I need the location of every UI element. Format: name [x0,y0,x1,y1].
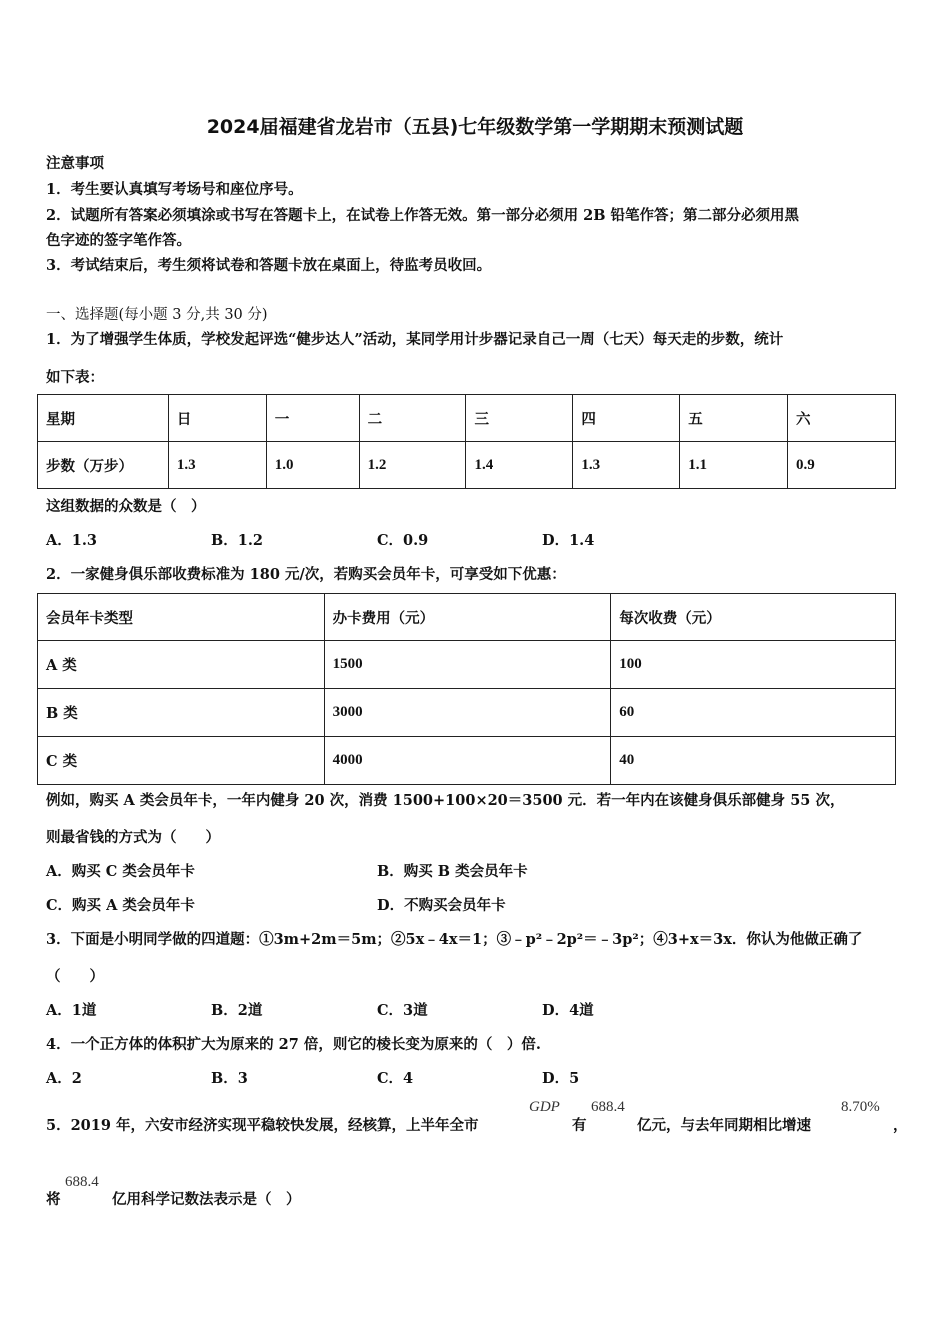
q3-line2: （ ） [46,968,104,985]
q5-text-part3: 亿元，与去年同期相比增速 [637,1117,811,1134]
q1-table-header-row [38,395,896,442]
q5-rate: 8.70% [841,1099,880,1115]
q1-data-cell: 0.9 [788,442,896,489]
q1-header-cell: 四 [573,395,680,442]
q2-question: 则最省钱的方式为（ ） [46,829,220,846]
q5-comma: ， [893,1117,908,1134]
q2-table-header-row [38,594,896,641]
q3-line1: 3．下面是小明同学做的四道题：①3m+2m＝5m；②5x﹣4x＝1；③﹣p²﹣2p²＝﹣3p²；④3+x＝3x．你认为他做正确了 [46,931,863,948]
q1-option-d: D．1.4 [542,532,595,549]
q1-table-data-row [38,442,896,489]
q1-option-a: A．1.3 [46,532,97,549]
q2-cell: 4000 [324,737,611,785]
q3-option-b: B．2道 [211,1002,263,1019]
q5-line2-start: 将 [46,1191,61,1208]
q1-data-cell: 1.3 [573,442,680,489]
q5-value2: 688.4 [65,1174,99,1190]
q5-text-part2: 有 [572,1117,587,1134]
q2-header-cell: 办卡费用（元） [324,594,611,641]
q2-table-row [38,641,896,689]
q2-table-row [38,689,896,737]
q1-data-cell: 1.1 [680,442,788,489]
q4-option-d: D．5 [542,1070,580,1087]
q4-line1: 4．一个正方体的体积扩大为原来的 27 倍，则它的棱长变为原来的（ ）倍. [46,1036,541,1053]
q4-option-c: C．4 [377,1070,414,1087]
q2-cell: B 类 [38,689,325,737]
q2-option-a: A．购买 C 类会员年卡 [46,863,195,880]
q5-gdp: GDP [529,1099,560,1115]
q1-line2: 如下表： [46,369,104,386]
q2-cell: C 类 [38,737,325,785]
q2-example: 例如，购买 A 类会员年卡，一年内健身 20 次，消费 1500+100×20＝3500 元．若一年内在该健身俱乐部健身 55 次， [46,792,845,809]
q2-header-cell: 每次收费（元） [611,594,896,641]
q2-cell: 60 [611,689,896,737]
notice-heading: 注意事项 [46,155,104,172]
q1-header-cell: 五 [680,395,788,442]
section-heading: 一、选择题(每小题 3 分,共 30 分) [46,307,268,323]
q1-data-cell: 1.0 [266,442,359,489]
q2-cell: 3000 [324,689,611,737]
q1-data-cell: 步数（万步） [38,442,169,489]
notice-item-1: 1．考生要认真填写考场号和座位序号。 [46,181,303,198]
q2-table-row [38,737,896,785]
q2-option-d: D．不购买会员年卡 [377,897,506,914]
q2-header-cell: 会员年卡类型 [38,594,325,641]
q2-cell: 40 [611,737,896,785]
page-title: 2024届福建省龙岩市（五县)七年级数学第一学期期末预测试题 [206,116,744,138]
q1-data-cell: 1.2 [359,442,466,489]
q1-option-c: C．0.9 [377,532,429,549]
q3-option-a: A．1道 [46,1002,97,1019]
q2-cell: 100 [611,641,896,689]
q1-header-cell: 一 [266,395,359,442]
q1-header-cell: 二 [359,395,466,442]
q5-text-part1: 5．2019 年，六安市经济实现平稳较快发展，经核算，上半年全市 [46,1117,479,1134]
q2-line1: 2．一家健身俱乐部收费标准为 180 元/次，若购买会员年卡，可享受如下优惠： [46,566,566,583]
q1-table [37,394,896,489]
q3-option-d: D．4道 [542,1002,594,1019]
q1-header-cell: 星期 [38,395,169,442]
q1-header-cell: 三 [466,395,573,442]
q1-header-cell: 六 [788,395,896,442]
q1-data-cell: 1.3 [168,442,266,489]
q1-question: 这组数据的众数是（ ） [46,498,206,515]
notice-item-2-line2: 色字迹的签字笔作答。 [46,232,191,249]
q2-table [37,593,896,785]
notice-item-2-line1: 2．试题所有答案必须填涂或书写在答题卡上，在试卷上作答无效。第一部分必须用 2B 铅笔作答；第二部分必须用黑 [46,207,800,224]
q3-option-c: C．3道 [377,1002,428,1019]
q2-cell: A 类 [38,641,325,689]
q2-option-b: B．购买 B 类会员年卡 [377,863,528,880]
notice-item-3: 3．考试结束后，考生须将试卷和答题卡放在桌面上，待监考员收回。 [46,257,492,274]
q4-option-b: B．3 [211,1070,248,1087]
q2-option-c: C．购买 A 类会员年卡 [46,897,195,914]
q4-option-a: A．2 [46,1070,82,1087]
q5-line2-end: 亿用科学记数法表示是（ ） [112,1191,301,1208]
q1-data-cell: 1.4 [466,442,573,489]
q1-header-cell: 日 [168,395,266,442]
q1-option-b: B．1.2 [211,532,263,549]
q2-cell: 1500 [324,641,611,689]
q1-line1: 1．为了增强学生体质，学校发起评选“健步达人”活动，某同学用计步器记录自己一周（七天）每天走的步数，统计 [46,331,784,348]
q5-value1: 688.4 [591,1099,625,1115]
